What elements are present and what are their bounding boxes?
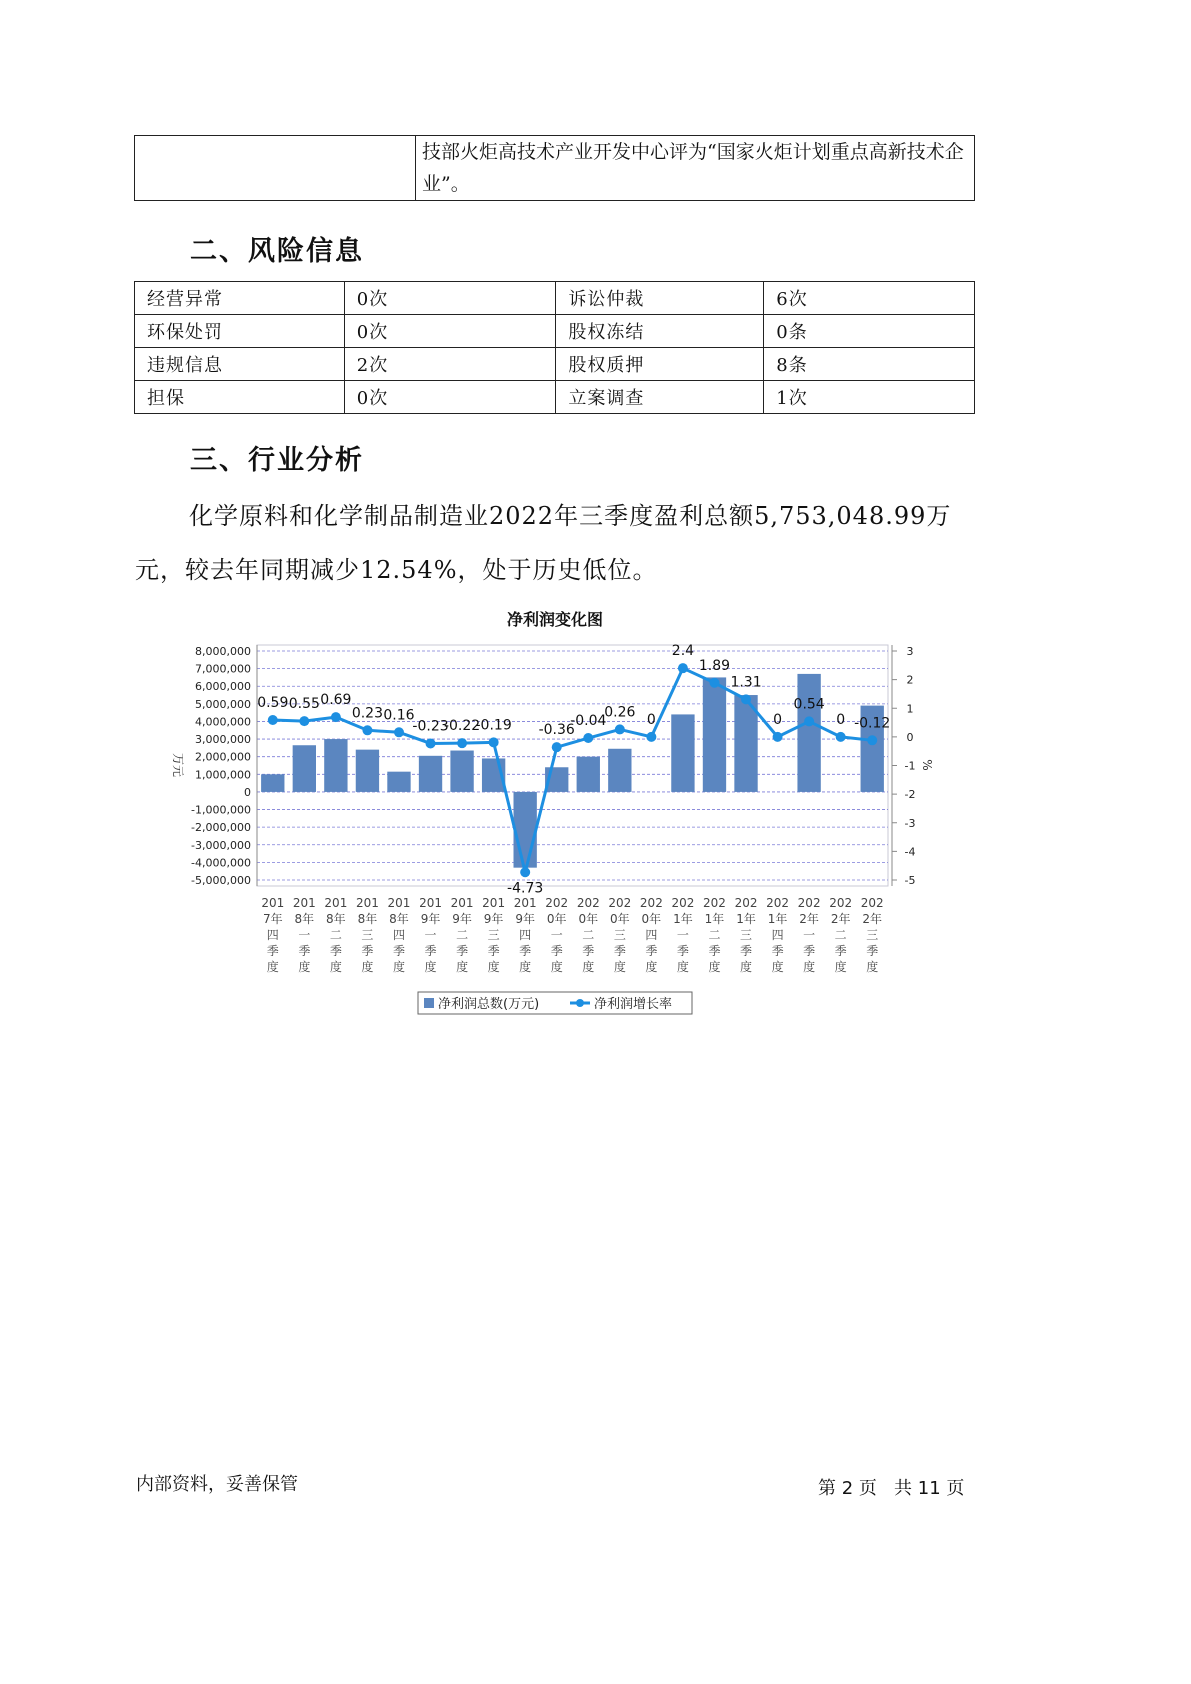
growth-rate-data-label: -0.23 bbox=[412, 718, 449, 735]
risk-item-value: 2次 bbox=[344, 348, 556, 381]
x-tick-label: 季 bbox=[645, 944, 658, 958]
growth-rate-data-label: 0.16 bbox=[383, 707, 415, 724]
growth-rate-point bbox=[836, 732, 846, 742]
x-tick-label: 度 bbox=[329, 960, 342, 974]
top-table-right-cell: 技部火炬高技术产业开发中心评为“国家火炬计划重点高新技术企业”。 bbox=[416, 136, 975, 201]
x-tick-label: 8年 bbox=[389, 912, 409, 926]
y-tick-label: -4,000,000 bbox=[191, 856, 251, 870]
y2-tick-label: 1 bbox=[906, 702, 914, 716]
x-tick-label: 0年 bbox=[546, 912, 567, 926]
x-tick-label: 202 bbox=[545, 896, 569, 910]
x-tick-label: 季 bbox=[392, 944, 405, 958]
legend-bar-label: 净利润总数(万元) bbox=[438, 997, 540, 1012]
x-tick-label: 9年 bbox=[452, 912, 472, 926]
x-tick-label: 季 bbox=[329, 944, 342, 958]
growth-rate-data-label: 0.69 bbox=[320, 692, 352, 709]
risk-item-value: 0次 bbox=[344, 282, 556, 315]
growth-rate-data-label: -4.73 bbox=[507, 880, 544, 897]
x-tick-label: 季 bbox=[456, 944, 469, 958]
risk-item-label: 环保处罚 bbox=[135, 315, 345, 348]
x-tick-label: 202 bbox=[797, 896, 821, 910]
x-tick-label: 季 bbox=[676, 944, 689, 958]
x-tick-label: 9年 bbox=[420, 912, 441, 926]
bar bbox=[797, 674, 820, 792]
x-tick-label: 四 bbox=[392, 928, 405, 942]
x-tick-label: 9年 bbox=[515, 912, 535, 926]
x-tick-label: 9年 bbox=[483, 912, 504, 926]
growth-rate-point bbox=[741, 694, 751, 704]
growth-rate-data-label: 1.31 bbox=[730, 674, 762, 691]
risk-item-label: 股权冻结 bbox=[556, 315, 764, 348]
x-tick-label: 度 bbox=[298, 960, 311, 974]
growth-rate-data-label: 1.89 bbox=[698, 657, 731, 674]
risk-item-value: 6次 bbox=[764, 282, 975, 315]
bar bbox=[261, 774, 284, 792]
growth-rate-data-label: 0 bbox=[836, 711, 846, 728]
y-tick-label: -3,000,000 bbox=[191, 838, 251, 852]
x-tick-label: 一 bbox=[298, 928, 311, 942]
footer-left: 内部资料，妥善保管 bbox=[136, 1474, 298, 1495]
x-tick-label: 季 bbox=[803, 944, 816, 958]
y2-tick-label: 3 bbox=[906, 645, 914, 658]
x-tick-label: 季 bbox=[266, 944, 279, 958]
y-tick-label: 6,000,000 bbox=[195, 680, 251, 694]
y-tick-label: -5,000,000 bbox=[191, 874, 251, 887]
x-tick-label: 2年 bbox=[862, 912, 883, 926]
risk-table-row bbox=[135, 315, 975, 348]
legend-line-label: 净利润增长率 bbox=[594, 997, 673, 1012]
x-tick-label: 度 bbox=[708, 960, 721, 974]
net-profit-chart bbox=[160, 635, 950, 1030]
growth-rate-data-label: 0.26 bbox=[604, 704, 636, 721]
section-title-industry: 三、行业分析 bbox=[190, 445, 364, 476]
growth-rate-data-label: -0.36 bbox=[538, 722, 575, 739]
risk-item-label: 经营异常 bbox=[135, 282, 345, 315]
y-tick-label: 3,000,000 bbox=[195, 733, 251, 747]
x-tick-label: 1年 bbox=[736, 912, 756, 926]
x-tick-label: 1年 bbox=[704, 912, 725, 926]
bar bbox=[671, 714, 694, 792]
x-tick-label: 1年 bbox=[767, 912, 788, 926]
x-tick-label: 三 bbox=[613, 928, 626, 942]
y-tick-label: 7,000,000 bbox=[195, 662, 251, 676]
growth-rate-data-label: 0.54 bbox=[793, 696, 825, 713]
x-tick-label: 201 bbox=[419, 896, 442, 910]
x-tick-label: 0年 bbox=[578, 912, 599, 926]
growth-rate-data-label: -0.04 bbox=[570, 713, 607, 730]
x-tick-label: 季 bbox=[519, 944, 532, 958]
x-tick-label: 一 bbox=[676, 928, 689, 942]
x-tick-label: 201 bbox=[324, 896, 348, 910]
x-tick-label: 201 bbox=[482, 896, 506, 910]
risk-item-label: 立案调查 bbox=[556, 381, 764, 414]
y-tick-label: 4,000,000 bbox=[195, 715, 251, 729]
growth-rate-point bbox=[394, 727, 404, 737]
growth-rate-point bbox=[520, 867, 530, 877]
risk-table bbox=[134, 281, 975, 414]
risk-item-label: 担保 bbox=[135, 381, 345, 414]
bar bbox=[324, 739, 347, 792]
growth-rate-point bbox=[583, 733, 593, 743]
x-tick-label: 0年 bbox=[610, 912, 630, 926]
x-tick-label: 度 bbox=[361, 960, 374, 974]
legend-line-marker bbox=[576, 999, 584, 1007]
x-tick-label: 度 bbox=[645, 960, 658, 974]
x-tick-label: 度 bbox=[487, 960, 500, 974]
growth-rate-data-label: 2.4 bbox=[671, 643, 695, 660]
x-tick-label: 201 bbox=[387, 896, 411, 910]
x-tick-label: 度 bbox=[740, 960, 753, 974]
x-tick-label: 度 bbox=[676, 960, 689, 974]
x-tick-label: 8年 bbox=[357, 912, 378, 926]
footer-right: 第 2 页 共 11 页 bbox=[818, 1478, 965, 1499]
x-tick-label: 三 bbox=[487, 928, 500, 942]
risk-item-label: 股权质押 bbox=[556, 348, 764, 381]
bar bbox=[703, 677, 726, 792]
x-tick-label: 季 bbox=[866, 944, 879, 958]
growth-rate-point bbox=[773, 732, 783, 742]
y2-tick-label: -2 bbox=[904, 788, 916, 802]
x-tick-label: 季 bbox=[771, 944, 784, 958]
x-tick-label: 一 bbox=[550, 928, 563, 942]
x-tick-label: 202 bbox=[608, 896, 632, 910]
x-tick-label: 202 bbox=[703, 896, 726, 910]
risk-table-row bbox=[135, 282, 975, 315]
chart-title: 净利润变化图 bbox=[506, 610, 603, 629]
x-tick-label: 202 bbox=[734, 896, 758, 910]
growth-rate-point bbox=[709, 678, 719, 688]
x-tick-label: 度 bbox=[519, 960, 532, 974]
risk-item-value: 0次 bbox=[344, 381, 556, 414]
top-info-table bbox=[134, 135, 975, 201]
x-tick-label: 7年 bbox=[262, 912, 283, 926]
x-tick-label: 季 bbox=[298, 944, 311, 958]
x-tick-label: 度 bbox=[456, 960, 469, 974]
x-tick-label: 季 bbox=[487, 944, 500, 958]
x-tick-label: 201 bbox=[261, 896, 285, 910]
x-tick-label: 三 bbox=[866, 928, 879, 942]
bar bbox=[450, 751, 473, 792]
y-tick-label: 5,000,000 bbox=[195, 697, 251, 711]
x-tick-label: 二 bbox=[456, 928, 469, 942]
growth-rate-data-label: -0.12 bbox=[854, 715, 891, 732]
x-tick-label: 一 bbox=[424, 928, 437, 942]
top-table-left-cell bbox=[135, 136, 416, 201]
bar bbox=[387, 772, 410, 792]
growth-rate-point bbox=[804, 716, 814, 726]
x-tick-label: 度 bbox=[866, 960, 879, 974]
y-tick-label: 0 bbox=[244, 785, 251, 799]
x-tick-label: 2年 bbox=[799, 912, 819, 926]
x-tick-label: 202 bbox=[639, 896, 663, 910]
risk-item-value: 0次 bbox=[344, 315, 556, 348]
x-tick-label: 季 bbox=[550, 944, 563, 958]
x-tick-label: 季 bbox=[708, 944, 721, 958]
plot-area bbox=[257, 645, 891, 886]
x-tick-label: 季 bbox=[834, 944, 847, 958]
growth-rate-data-label: 0 bbox=[773, 711, 783, 728]
y2-axis-title: % bbox=[920, 759, 934, 771]
y-tick-label: 1,000,000 bbox=[195, 768, 251, 782]
risk-item-value: 0条 bbox=[764, 315, 975, 348]
growth-rate-point bbox=[362, 725, 372, 735]
y2-tick-label: 0 bbox=[906, 730, 914, 744]
x-tick-label: 201 bbox=[513, 896, 537, 910]
growth-rate-point bbox=[426, 738, 436, 748]
y-tick-label: 2,000,000 bbox=[195, 750, 251, 764]
x-tick-label: 季 bbox=[361, 944, 374, 958]
x-tick-label: 二 bbox=[329, 928, 342, 942]
x-tick-label: 202 bbox=[829, 896, 853, 910]
growth-rate-point bbox=[299, 716, 309, 726]
growth-rate-point bbox=[646, 732, 656, 742]
x-tick-label: 一 bbox=[803, 928, 816, 942]
x-tick-label: 0年 bbox=[641, 912, 662, 926]
growth-rate-point bbox=[268, 715, 278, 725]
x-tick-label: 202 bbox=[576, 896, 600, 910]
x-tick-label: 度 bbox=[582, 960, 595, 974]
x-tick-label: 201 bbox=[355, 896, 379, 910]
y-tick-label: 8,000,000 bbox=[195, 645, 251, 658]
x-tick-label: 202 bbox=[671, 896, 695, 910]
chart-legend bbox=[418, 992, 692, 1014]
growth-rate-point bbox=[678, 663, 688, 673]
bar bbox=[356, 750, 379, 792]
section-title-risk: 二、风险信息 bbox=[190, 236, 364, 267]
x-tick-label: 8年 bbox=[326, 912, 346, 926]
bar bbox=[293, 745, 316, 792]
x-tick-label: 2年 bbox=[830, 912, 851, 926]
y2-tick-label: 2 bbox=[906, 673, 914, 687]
x-tick-label: 四 bbox=[645, 928, 658, 942]
growth-rate-data-label: 0.23 bbox=[351, 705, 384, 722]
y-tick-label: -1,000,000 bbox=[191, 803, 251, 817]
x-tick-label: 季 bbox=[740, 944, 753, 958]
x-tick-label: 202 bbox=[766, 896, 790, 910]
growth-rate-point bbox=[457, 738, 467, 748]
bar bbox=[608, 749, 631, 792]
y2-tick-label: -3 bbox=[904, 816, 916, 830]
bar bbox=[514, 792, 537, 868]
legend-bar-swatch bbox=[424, 998, 434, 1008]
growth-rate-data-label: -0.19 bbox=[475, 717, 512, 734]
bar bbox=[577, 757, 600, 792]
risk-item-label: 诉讼仲裁 bbox=[556, 282, 764, 315]
x-tick-label: 度 bbox=[392, 960, 405, 974]
industry-paragraph: 化学原料和化学制品制造业2022年三季度盈利总额5,753,048.99万元，较去年同期减少12.54%，处于历史低位。 bbox=[135, 502, 952, 584]
bar bbox=[419, 756, 442, 792]
y2-tick-label: -4 bbox=[904, 845, 916, 859]
growth-rate-point bbox=[867, 735, 877, 745]
risk-item-value: 8条 bbox=[764, 348, 975, 381]
growth-rate-data-label: 0 bbox=[646, 711, 656, 728]
y-tick-label: -2,000,000 bbox=[191, 821, 251, 835]
growth-rate-point bbox=[489, 737, 499, 747]
x-tick-label: 201 bbox=[450, 896, 474, 910]
growth-rate-point bbox=[331, 712, 341, 722]
x-tick-label: 度 bbox=[803, 960, 816, 974]
risk-table-row bbox=[135, 381, 975, 414]
x-tick-label: 度 bbox=[834, 960, 847, 974]
y-axis-title: 万元 bbox=[171, 752, 185, 778]
x-tick-label: 二 bbox=[708, 928, 721, 942]
growth-rate-point bbox=[615, 724, 625, 734]
x-tick-label: 度 bbox=[613, 960, 626, 974]
growth-rate-data-label: 0.55 bbox=[288, 696, 320, 713]
x-tick-label: 四 bbox=[519, 928, 532, 942]
x-tick-label: 四 bbox=[266, 928, 279, 942]
risk-item-value: 1次 bbox=[764, 381, 975, 414]
x-tick-label: 二 bbox=[834, 928, 847, 942]
x-tick-label: 二 bbox=[582, 928, 595, 942]
y2-tick-label: -5 bbox=[904, 874, 916, 887]
chart-gridlines bbox=[257, 645, 891, 886]
x-tick-label: 度 bbox=[424, 960, 437, 974]
growth-rate-data-label: -0.22 bbox=[443, 718, 481, 735]
x-tick-label: 三 bbox=[740, 928, 753, 942]
x-tick-label: 四 bbox=[771, 928, 784, 942]
x-tick-label: 202 bbox=[860, 896, 884, 910]
x-tick-label: 三 bbox=[361, 928, 374, 942]
x-tick-label: 度 bbox=[771, 960, 784, 974]
risk-item-label: 违规信息 bbox=[135, 348, 345, 381]
x-tick-label: 201 bbox=[292, 896, 316, 910]
x-tick-label: 1年 bbox=[673, 912, 693, 926]
risk-table-row bbox=[135, 348, 975, 381]
x-tick-label: 季 bbox=[582, 944, 595, 958]
growth-rate-point bbox=[552, 742, 562, 752]
growth-rate-data-label: 0.59 bbox=[257, 694, 289, 711]
x-tick-label: 季 bbox=[424, 944, 437, 958]
x-tick-label: 季 bbox=[613, 944, 626, 958]
x-tick-label: 8年 bbox=[294, 912, 315, 926]
x-tick-label: 度 bbox=[266, 960, 279, 974]
x-tick-label: 度 bbox=[550, 960, 563, 974]
y2-tick-label: -1 bbox=[904, 759, 916, 773]
